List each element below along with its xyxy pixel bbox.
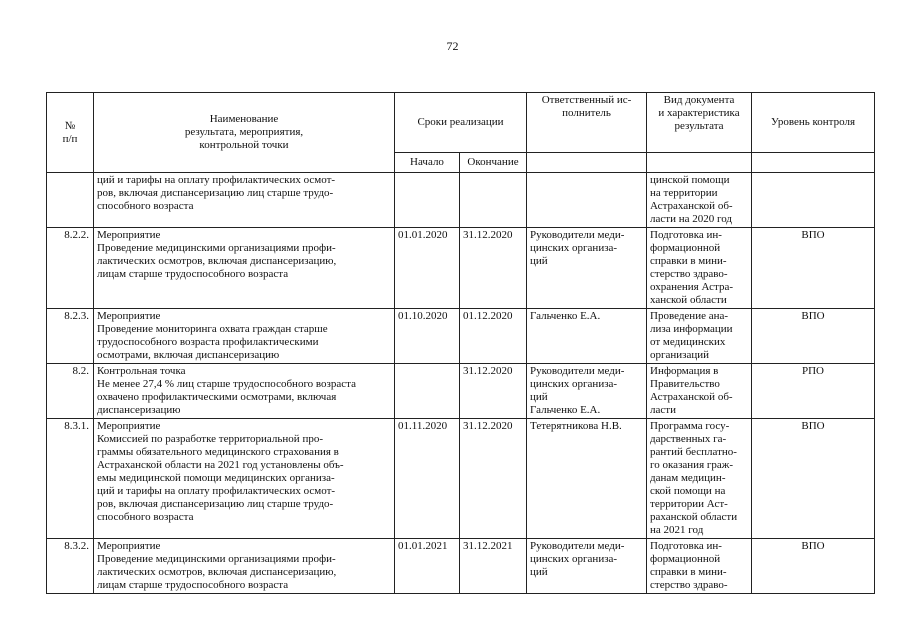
row-end-date: 31.12.2020	[460, 228, 527, 309]
header-control-level: Уровень контроля	[752, 93, 875, 153]
row-document: Информация в Правительство Астраханской об- ласти	[647, 364, 752, 419]
header-responsible: Ответственный ис- полнитель	[527, 93, 647, 153]
row-number: 8.3.2.	[47, 539, 94, 594]
row-name: Мероприятие Проведение медицинскими организациями профи- лактических осмотров, включая диспансеризацию, лицам старше трудоспособного возраста	[94, 228, 395, 309]
header-control-level-cont	[752, 153, 875, 173]
row-number: 8.2.3.	[47, 309, 94, 364]
table-row	[47, 309, 875, 364]
header-document: Вид документа и характеристика результата	[647, 93, 752, 153]
row-number: 8.2.	[47, 364, 94, 419]
row-control-level: ВПО	[752, 228, 875, 309]
row-name: Мероприятие Проведение медицинскими организациями профи- лактических осмотров, включая диспансеризацию, лицам старше трудоспособного возраста	[94, 539, 395, 594]
header-responsible-cont	[527, 153, 647, 173]
header-start: Начало	[395, 153, 460, 173]
row-responsible: Руководители меди- цинских организа- ций Гальченко Е.А.	[527, 364, 647, 419]
row-responsible: Руководители меди- цинских организа- ций	[527, 228, 647, 309]
row-document: Подготовка ин- формационной справки в мини- стерство здраво-	[647, 539, 752, 594]
row-number: 8.3.1.	[47, 419, 94, 539]
row-start-date: 01.01.2021	[395, 539, 460, 594]
row-name: Мероприятие Комиссией по разработке территориальной про- граммы обязательного медицинского страхования в Астраханской области на 2021 год установлены объ- емы медицинской помощи медицинских организа- ций и тарифы на оплату профилактических осмот- ров, включая диспансеризацию лиц старше трудо- способного возраста	[94, 419, 395, 539]
row-end-date: 31.12.2020	[460, 419, 527, 539]
table-row	[47, 228, 875, 309]
table-body	[47, 173, 875, 594]
header-terms: Сроки реализации	[395, 93, 527, 153]
page-number: 72	[446, 39, 459, 53]
row-name: ций и тарифы на оплату профилактических осмот- ров, включая диспансеризацию лиц старше трудо- способного возраста	[94, 173, 395, 228]
row-end-date	[460, 173, 527, 228]
row-number: 8.2.2.	[47, 228, 94, 309]
plan-table	[46, 92, 875, 594]
table-row	[47, 539, 875, 594]
header-end: Окончание	[460, 153, 527, 173]
header-number: № п/п	[47, 93, 94, 173]
row-start-date: 01.11.2020	[395, 419, 460, 539]
row-document: цинской помощи на территории Астраханской об- ласти на 2020 год	[647, 173, 752, 228]
row-document: Программа госу- дарственных га- рантий бесплатно- го оказания граж- данам медицин- ской помощи на территории Аст- раханской области на 2021 год	[647, 419, 752, 539]
row-document: Подготовка ин- формационной справки в мини- стерство здраво- охранения Астра- ханской области	[647, 228, 752, 309]
row-control-level	[752, 173, 875, 228]
row-start-date: 01.01.2020	[395, 228, 460, 309]
header-name: Наименование результата, мероприятия, контрольной точки	[94, 93, 395, 173]
row-end-date: 01.12.2020	[460, 309, 527, 364]
row-document: Проведение ана- лиза информации от медицинских организаций	[647, 309, 752, 364]
row-name: Контрольная точка Не менее 27,4 % лиц старше трудоспособного возраста охвачено профилактическими осмотрами, включая диспансеризацию	[94, 364, 395, 419]
table-row	[47, 364, 875, 419]
row-responsible: Руководители меди- цинских организа- ций	[527, 539, 647, 594]
row-control-level: ВПО	[752, 539, 875, 594]
row-responsible: Гальченко Е.А.	[527, 309, 647, 364]
row-responsible	[527, 173, 647, 228]
row-name: Мероприятие Проведение мониторинга охвата граждан старше трудоспособного возраста профилактическими осмотрами, включая диспансеризацию	[94, 309, 395, 364]
row-responsible: Тетерятникова Н.В.	[527, 419, 647, 539]
table-row	[47, 419, 875, 539]
row-start-date	[395, 364, 460, 419]
row-end-date: 31.12.2020	[460, 364, 527, 419]
table-row	[47, 173, 875, 228]
row-control-level: РПО	[752, 364, 875, 419]
row-start-date: 01.10.2020	[395, 309, 460, 364]
header-document-cont	[647, 153, 752, 173]
row-control-level: ВПО	[752, 309, 875, 364]
row-number	[47, 173, 94, 228]
row-end-date: 31.12.2021	[460, 539, 527, 594]
row-control-level: ВПО	[752, 419, 875, 539]
row-start-date	[395, 173, 460, 228]
